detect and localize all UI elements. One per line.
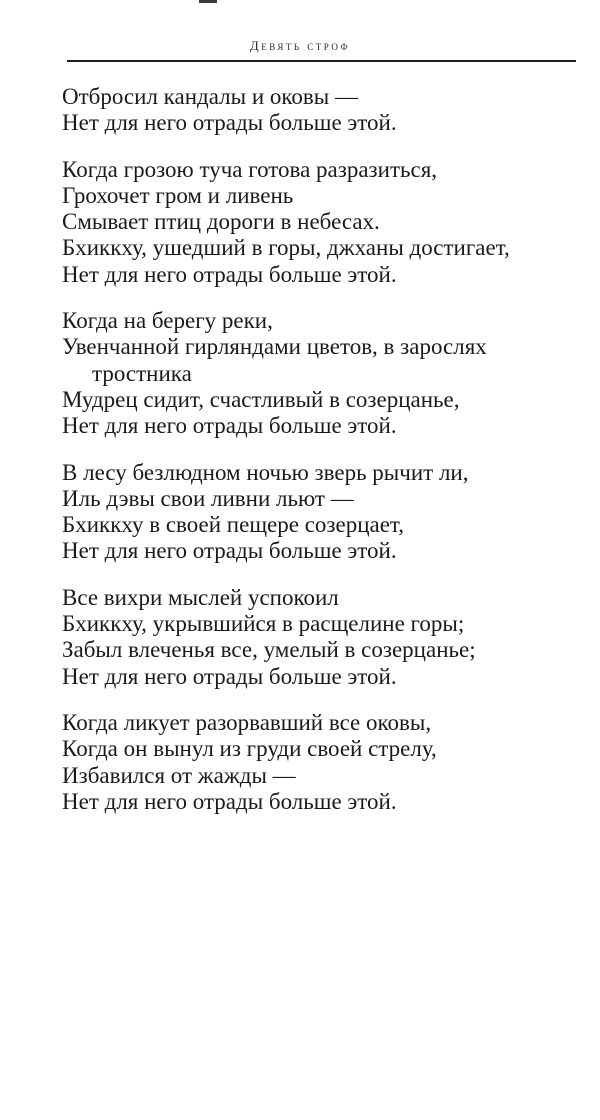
- stanza-2: [62, 157, 582, 288]
- poem-line: Нет для него отрады больше этой.: [62, 538, 397, 564]
- poem-line: Когда на берегу реки,: [62, 308, 273, 334]
- stanza-1: [62, 84, 582, 137]
- header-rule: [67, 60, 576, 62]
- poem-line: Когда ликует разорвавший все оковы,: [62, 709, 432, 735]
- poem-body: [62, 84, 582, 835]
- running-header-title: Девять строф: [249, 38, 351, 53]
- poem-line: Когда грозою туча готова разразиться,: [62, 156, 438, 182]
- stanza-3: [62, 308, 582, 439]
- poem-line: Увенчанной гирляндами цветов, в зарослях: [62, 334, 487, 360]
- poem-line: Иль дэвы свои ливни льют —: [62, 485, 354, 511]
- poem-line: Нет для него отрады больше этой.: [62, 110, 397, 136]
- poem-line: Когда он вынул из груди своей стрелу,: [62, 736, 437, 762]
- poem-line: Нет для него отрады больше этой.: [62, 261, 397, 287]
- poem-line: Нет для него отрады больше этой.: [62, 788, 397, 814]
- poem-line: Смывает птиц дороги в небесах.: [62, 209, 380, 235]
- stanza-4: [62, 460, 582, 565]
- poem-line: Все вихри мыслей успокоил: [62, 584, 339, 610]
- poem-line: Мудрец сидит, счастливый в созерцанье,: [62, 386, 460, 412]
- poem-line: Бхиккху в своей пещере созерцает,: [62, 512, 405, 538]
- poem-line: Нет для него отрады больше этой.: [62, 413, 397, 439]
- poem-line: Отбросил кандалы и оковы —: [62, 84, 358, 109]
- stanza-5: [62, 585, 582, 690]
- top-page-mark: [199, 0, 217, 3]
- poem-line: В лесу безлюдном ночью зверь рычит ли,: [62, 459, 469, 485]
- poem-line: Избавился от жажды —: [62, 762, 296, 788]
- stanza-6: [62, 710, 582, 815]
- poem-line-continuation: тростника: [92, 360, 192, 386]
- poem-line: Бхиккху, ушедший в горы, джханы достигает,: [62, 235, 510, 261]
- poem-line: Нет для него отрады больше этой.: [62, 663, 397, 689]
- poem-line: Грохочет гром и ливень: [62, 182, 294, 208]
- poem-line: Забыл влеченья все, умелый в созерцанье;: [62, 637, 476, 663]
- poem-line: Бхиккху, укрывшийся в расщелине горы;: [62, 611, 465, 637]
